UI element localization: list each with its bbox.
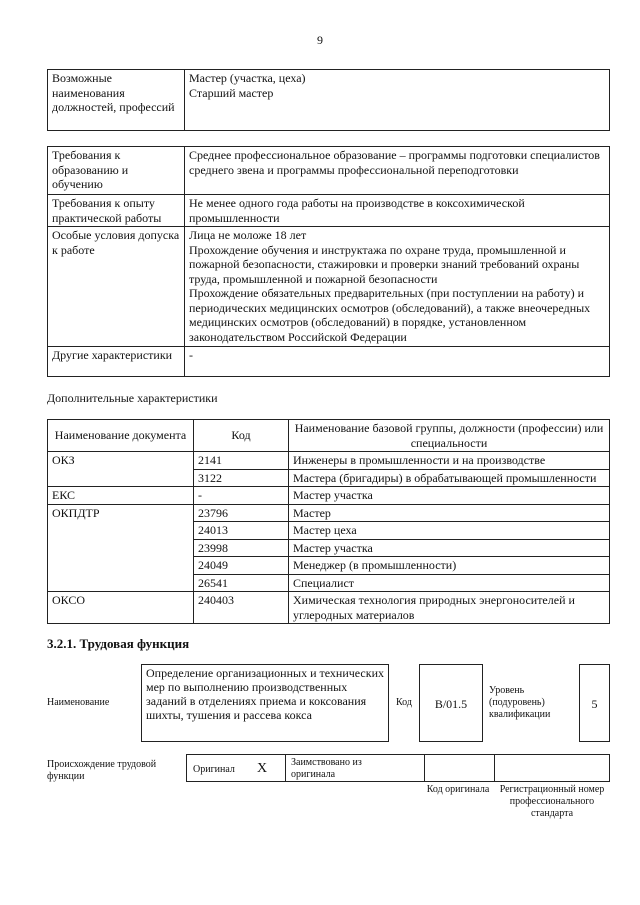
divider [285,755,286,781]
code-caption: Код оригинала [426,784,490,795]
experience-label: Требования к опыту практической работы [48,195,185,227]
requirements-table [47,146,610,377]
experience-value: Не менее одного года работы на производстве в коксохимической промышленности [185,195,610,227]
positions-values [185,70,610,131]
original-mark: X [257,761,268,776]
name-cell: Инженеры в промышленности и на производстве [289,452,610,470]
code-label: Код [396,697,412,708]
level-label: Уровень (подуровень) квалификации [489,685,551,720]
special-conditions-label: Особые условия допуска к работе [48,227,185,347]
name-cell: Менеджер (в промышленности) [289,557,610,575]
name-cell: Мастер [289,504,610,522]
name-cell: Специалист [289,574,610,592]
positions-label: Возможные наименования должностей, профессий [48,70,185,131]
condition-line: Прохождение обязательных предварительных (при поступлении на работу) и периодических медицинских осмотров (обследований), а также внеочередных медицинских осмотров (обследований) в порядке, установленном законодательством Российской Федерации [189,286,591,344]
position-name: Старший мастер [189,85,274,100]
education-label: Требования к образованию и обучению [48,147,185,195]
col-header-code: Код [194,420,289,452]
name-cell: Мастер участка [289,539,610,557]
doc-eks: ЕКС [48,487,194,505]
col-header-doc: Наименование документа [48,420,194,452]
code-cell: 24013 [194,522,289,540]
page-number: 9 [317,33,323,47]
code-cell: 23796 [194,504,289,522]
section-title: 3.2.1. Трудовая функция [47,636,190,651]
code-cell: 2141 [194,452,289,470]
name-cell: Мастера (бригадиры) в обрабатывающей промышленности [289,469,610,487]
name-label: Наименование [47,697,110,708]
education-value: Среднее профессиональное образование – программы подготовки специалистов среднего звена и программы профессиональной переподготовки [185,147,610,195]
level-value: 5 [579,664,610,742]
origin-label: Происхождение трудовой функции [47,759,157,782]
name-cell: Мастер цеха [289,522,610,540]
original-label: Оригинал [193,764,235,775]
doc-okz: ОКЗ [48,452,194,487]
origin-row [186,754,610,782]
code-cell: 240403 [194,592,289,624]
reg-caption: Регистрационный номер профессионального стандарта [499,784,605,819]
condition-line: Прохождение обучения и инструктажа по охране труда, промышленной и пожарной безопасности, стажировки и проверки знаний требований охраны труда, промышленной и пожарной безопасности [189,242,580,286]
code-cell: - [194,487,289,505]
code-cell: 23998 [194,539,289,557]
name-cell: Химическая технология природных энергоносителей и углеродных материалов [289,592,610,624]
divider [424,755,425,781]
special-conditions-value [185,227,610,347]
doc-okpdtr: ОКПДТР [48,504,194,592]
code-value: B/01.5 [419,664,483,742]
classification-table [47,419,610,624]
code-cell: 26541 [194,574,289,592]
code-cell: 24049 [194,557,289,575]
function-name: Определение организационных и технических мер по выполнению производственных заданий в отделениях приема и коксования шихты, тушения и рассева кокса [141,664,389,742]
code-cell: 3122 [194,469,289,487]
condition-line: Лица не моложе 18 лет [189,228,307,242]
doc-okso: ОКСО [48,592,194,624]
extra-characteristics-title: Дополнительные характеристики [47,391,218,405]
other-value: - [185,347,610,377]
positions-table [47,69,610,131]
col-header-name: Наименование базовой группы, должности (профессии) или специальности [289,420,610,452]
divider [494,755,495,781]
borrowed-label: Заимствовано из оригинала [291,757,362,780]
other-label: Другие характеристики [48,347,185,377]
position-name: Мастер (участка, цеха) [189,71,306,85]
name-cell: Мастер участка [289,487,610,505]
